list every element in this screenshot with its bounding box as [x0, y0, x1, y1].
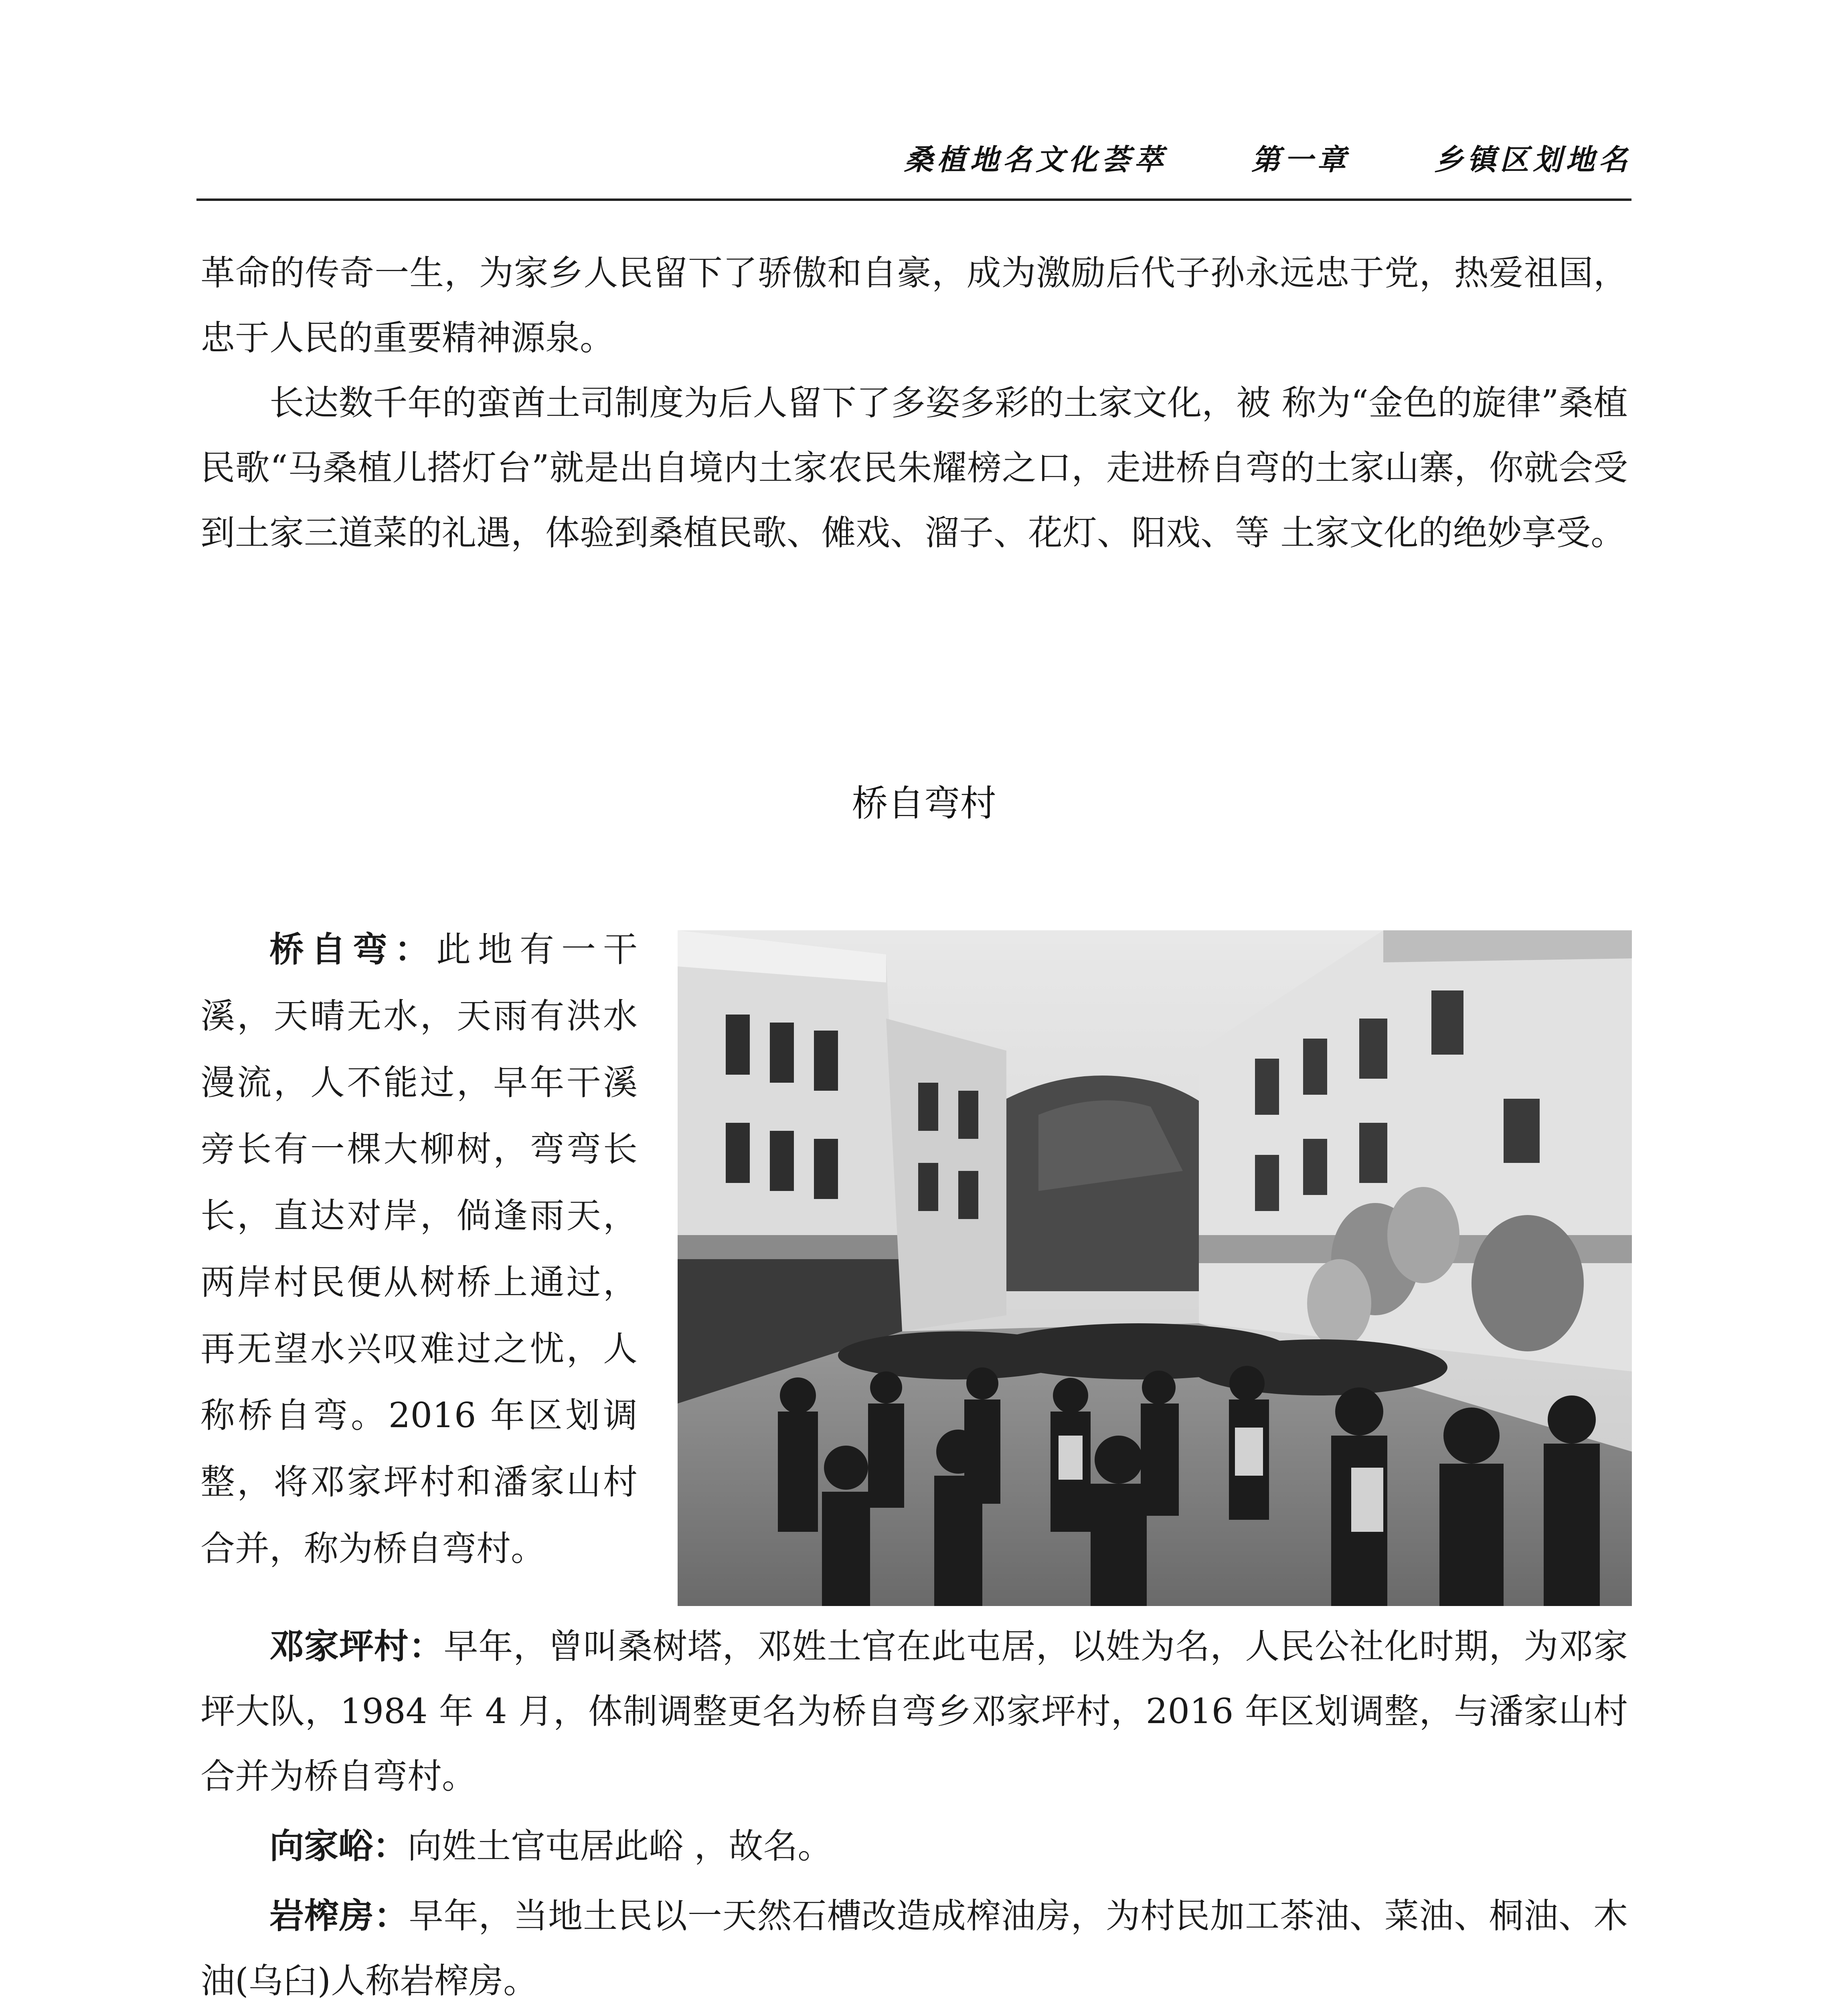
- market-street-photo: [678, 930, 1632, 1606]
- entry-dengjiaping: [200, 1614, 1628, 1809]
- entry-yanzhafang: [200, 1883, 1628, 2005]
- entry-text: 早年，曾叫桑树塔，邓姓土官在此屯居，以姓为名，人民公社化时期，为邓家坪大队，1984 年 4 月，体制调整更名为桥自弯乡邓家坪村，2016 年区划调整，与潘家山村合并为桥自弯村。: [200, 1626, 1628, 1796]
- entry-text: 此地有一干溪，天晴无水，天雨有洪水漫流，人不能过，早年干溪旁长有一棵大柳树，弯弯长长，直达对岸，倘逢雨天，两岸村民便从树桥上通过，再无望水兴叹难过之忧，人称桥自弯。2016 年区划调整，将邓家坪村和潘家山村合并，称为桥自弯村。: [200, 930, 638, 1569]
- entry-qiaoziwan: [200, 916, 638, 1582]
- entry-term: 向家峪：: [269, 1826, 407, 1866]
- entry-xiangjiayu: [200, 1814, 1628, 1879]
- entry-term: 邓家坪村：: [269, 1626, 444, 1667]
- entry-text: 早年，当地土民以一天然石槽改造成榨油房，为村民加工茶油、菜油、桐油、木油(乌臼)人称岩榨房。: [200, 1896, 1628, 2001]
- entries-text: [200, 1614, 1628, 2005]
- header-rule: [196, 198, 1631, 201]
- header-book-title: 桑植地名文化荟萃: [904, 143, 1167, 176]
- running-header: [904, 136, 1631, 178]
- section-title: 桥自弯村: [852, 782, 996, 824]
- header-section: 乡镇区划地名: [1434, 143, 1631, 176]
- intro-text: [200, 241, 1628, 565]
- entry-term: 岩榨房：: [269, 1896, 409, 1936]
- intro-paragraph-2: 长达数千年的蛮酋土司制度为后人留下了多姿多彩的土家文化，被 称为“金色的旋律”桑植民歌“马桑植儿搭灯台”就是出自境内土家农民朱耀榜之口，走进桥自弯的土家山寨，你就会受到土家三道菜的礼遇，体验到桑植民歌、傩戏、溜子、花灯、阳戏、等 土家文化的绝妙享受。: [200, 383, 1628, 553]
- entry-text: 向姓土官屯居此峪 ，故名。: [407, 1826, 832, 1866]
- intro-paragraph-1: 革命的传奇一生，为家乡人民留下了骄傲和自豪，成为激励后代子孙永远忠于党，热爱祖国，忠于人民的重要精神源泉。: [200, 253, 1628, 358]
- header-chapter: 第一章: [1251, 143, 1350, 176]
- entry-term: 桥自弯：: [269, 930, 436, 970]
